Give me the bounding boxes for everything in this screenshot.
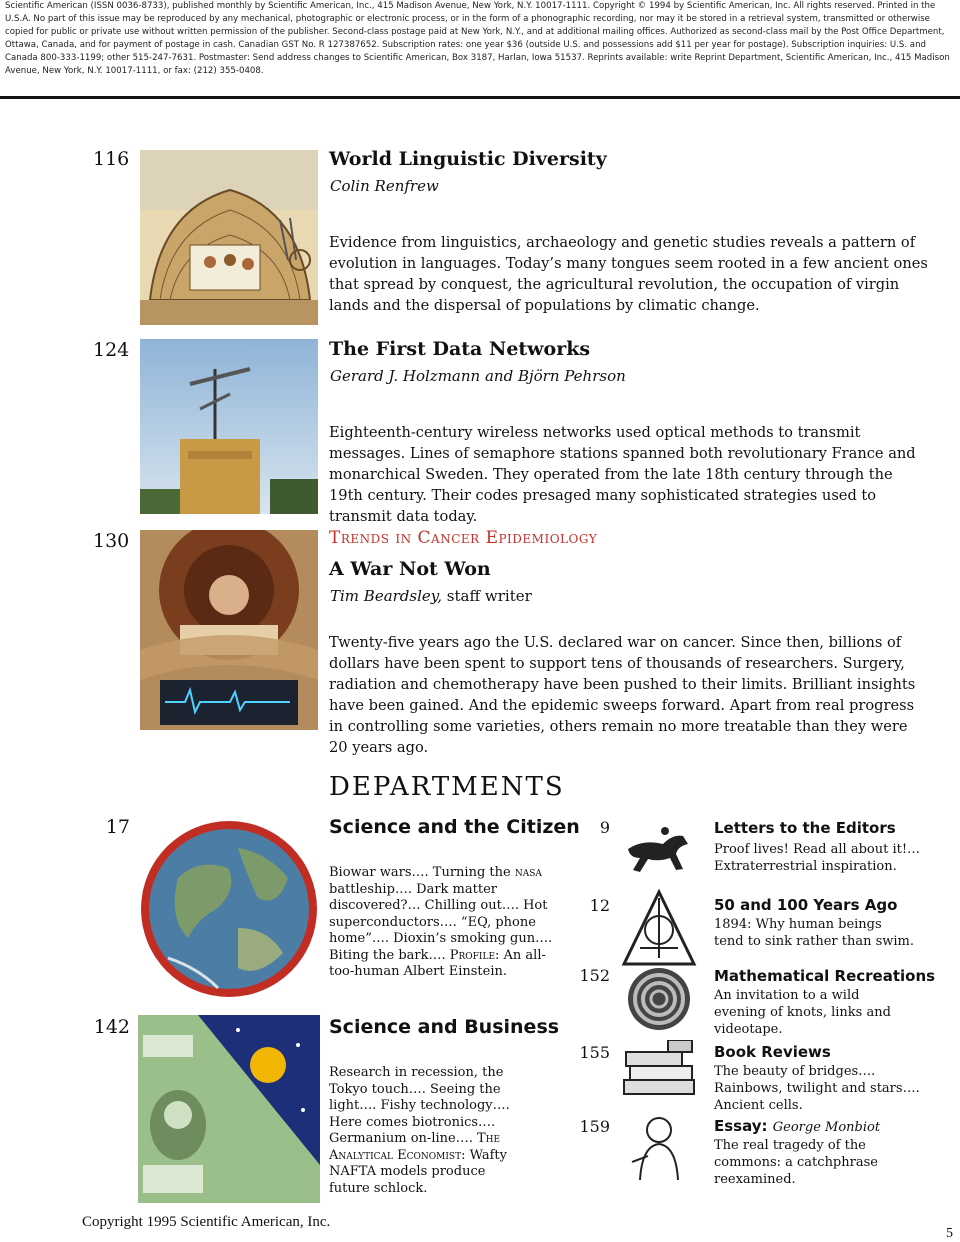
feature-title: World Linguistic Diversity [329, 148, 607, 170]
departments-heading: DEPARTMENTS [329, 772, 565, 802]
feature-author-role: staff writer [442, 587, 532, 605]
dollar-bill-night-illustration [138, 1015, 320, 1203]
header-rule [0, 96, 960, 99]
department-title: Science and the Citizen [329, 816, 580, 838]
feature-title: The First Data Networks [329, 338, 591, 360]
department-title-line [714, 1117, 880, 1135]
book-stack-icon [616, 1040, 702, 1104]
department-title: Letters to the Editors [714, 819, 896, 837]
feature-title: A War Not Won [329, 558, 491, 580]
feature-summary: Eighteenth-century wireless networks used optical methods to transmit messages. Lines of semaphore stations spanned both revolutionary France and monarchical Sweden. They operated from the late 18th century through the 19th century. Their codes presaged many sophisticated strategies used to transmit data today. [329, 424, 916, 525]
department-page-number: 12 [589, 896, 610, 915]
feature-author: Colin Renfrew [330, 177, 439, 195]
yurt-illustration [140, 150, 318, 325]
department-page-number: 17 [105, 816, 130, 838]
feature-kicker: Trends in Cancer Epidemiology [329, 528, 598, 548]
copyright-footer: Copyright 1995 Scientific American, Inc. [82, 1214, 331, 1230]
feature-summary: Evidence from linguistics, archaeology and genetic studies reveals a pattern of evolution in languages. Today’s many tongues seem rooted in a few ancient ones that spread by conquest, the agricultural revolution, the occupation of virgin lands and the dispersal of populations by climatic change. [329, 234, 928, 314]
page-number: 5 [946, 1226, 953, 1241]
department-summary: 1894: Why human beings tend to sink rather than swim. [714, 917, 915, 949]
earth-globe-illustration [138, 818, 320, 1000]
feature-author-line [330, 587, 532, 605]
feature-page-number: 116 [93, 148, 130, 170]
cancer-patient-illustration [140, 530, 318, 730]
department-summary: Research in recession, the Tokyo touch…. Seeing the light…. Fishy technology…. Here comes biotronics…. Germanium on-line…. The Analytical Economist: Wafty NAFTA models produce future schlock. [329, 1065, 510, 1196]
feature-summary: Twenty-five years ago the U.S. declared war on cancer. Since then, billions of dollars have been spent to support tens of thousands of researchers. Surgery, radiation and chemotherapy have been pushed to their limits. Brilliant insights have been gained. And the epidemic sweeps forward. Apart from real progress in controlling some varieties, others remain no more treatable than they were 20 years ago. [329, 634, 916, 756]
semaphore-tower-photo [140, 339, 318, 514]
department-page-number: 152 [579, 966, 610, 985]
department-summary: The real tragedy of the commons: a catchphrase reexamined. [714, 1138, 878, 1187]
department-title: Essay: [714, 1117, 768, 1135]
legal-notice: Scientific American (ISSN 0036-8733), published monthly by Scientific American, Inc., 415 Madison Avenue, New York, N.Y. 10017-1111. Copyright © 1994 by Scientific American, Inc. All rights reserved. Printed in the U.S.A. No part of this issue may be reproduced by any mechanical, photographic or electronic process, or in the form of a phonographic recording, nor may it be stored in a retrieval system, transmitted or otherwise copied for public or private use without written permission of the publisher. Second-class postage paid at New York, N.Y., and at additional mailing offices. Authorized as second-class mail by the Post Office Department, Ottawa, Canada, and for payment of postage in cash. Canadian GST No. R 127387652. Subscription rates: one year $36 (outside U.S. and possessions add $11 per year for postage). Subscription inquiries: U.S. and Canada 800-333-1199; other 515-247-7631. Postmaster: Send address changes to Scientific American, Box 3187, Harlan, Iowa 51537. Reprints available: write Reprint Department, Scientific American, Inc., 415 Madison Avenue, New York, N.Y. 10017-1111, or fax: (212) 355-0408. [5, 1, 950, 76]
cartoon-figure-icon [622, 1112, 696, 1182]
feature-author: Tim Beardsley, [330, 587, 443, 605]
department-page-number: 155 [579, 1043, 610, 1062]
department-page-number: 9 [599, 818, 610, 837]
feature-author: Gerard J. Holzmann and Björn Pehrson [330, 367, 626, 385]
knot-maze-icon [626, 966, 692, 1032]
department-title: 50 and 100 Years Ago [714, 896, 898, 914]
horse-rider-icon [618, 814, 700, 884]
department-summary: The beauty of bridges…. Rainbows, twilight and stars…. Ancient cells. [714, 1064, 920, 1113]
department-title: Science and Business [329, 1016, 560, 1038]
department-summary: Proof lives! Read all about it!… Extraterrestrial inspiration. [714, 842, 921, 874]
essay-author: George Monbiot [772, 1120, 881, 1135]
department-title: Book Reviews [714, 1043, 831, 1061]
department-title: Mathematical Recreations [714, 967, 936, 985]
department-page-number: 142 [93, 1016, 130, 1038]
department-summary: Biowar wars…. Turning the nasa battleship…. Dark matter discovered?… Chilling out…. Hot superconductors…. “EQ, phone home”…. Dioxin’s smoking gun…. Biting the bark…. Profile: An all-too-human Albert Einstein. [329, 865, 553, 979]
department-summary: An invitation to a wild evening of knots, links and videotape. [714, 988, 891, 1037]
feature-page-number: 130 [93, 530, 130, 552]
feature-page-number: 124 [93, 339, 130, 361]
engraving-instrument-icon [620, 888, 698, 968]
department-page-number: 159 [579, 1117, 610, 1136]
